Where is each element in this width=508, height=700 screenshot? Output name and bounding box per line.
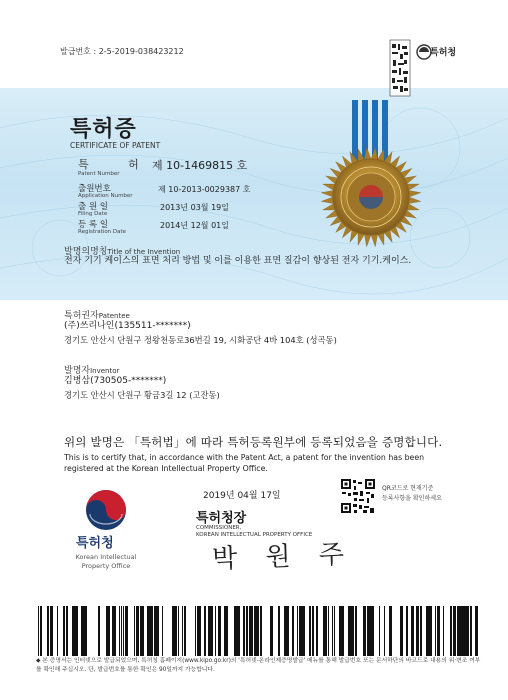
inventor-address: 경기도 안산시 단원구 황금3길 12 (고잔동) xyxy=(64,390,220,400)
certificate-title: 특허증 xyxy=(70,117,137,142)
patentee-address: 경기도 안산시 단원구 정왕천동로36번길 19, 시화공단 4바 104호 (성곡동) xyxy=(64,335,337,345)
footer-notice: ◆ 본 증명서는 인터넷으로 발급되었으며, 특허청 홈페이지(www.kipo.go.kr)의 '특허넷-온라인제증명발급' 메뉴를 통해 발급번호 또는 문서하단의 바코드로 내용의 위·변조 여부를 확인해 주십시오. 단, 발급번호를 통한 확인은 90일까지 가능합니다. xyxy=(36,658,481,673)
document-barcode xyxy=(36,606,482,656)
office-title: 특허청장 xyxy=(196,511,247,526)
kipo-english-name xyxy=(66,553,146,571)
commissioner-signature: 박 원 주 xyxy=(211,539,355,575)
qr-note-line1: QR코드로 현재기준 xyxy=(382,485,434,492)
kipo-english-line1: Korean Intellectual xyxy=(75,553,137,561)
office-english-line1: COMMISSIONER, xyxy=(196,525,242,531)
invention-title: 전자 기기 케이스의 표면 처리 방법 및 이를 이용한 표면 질감이 향상된 전자 기기.케이스. xyxy=(64,256,412,266)
issue-date: 2019년 04월 17일 xyxy=(203,491,281,501)
patent-label-en: Patent Number xyxy=(78,171,120,177)
inventor-label: 발명자 xyxy=(64,366,91,376)
statement-english: This is to certify that, in accordance with the Patent Act, a patent for the invention has been registered at the Korean Intellectual Property Office. xyxy=(64,453,425,473)
filing-date: 2013년 03월 19일 xyxy=(160,203,229,212)
issue-number: 발급번호 : 2-5-2019-038423212 xyxy=(60,47,184,56)
patentee-label-en: Patentee xyxy=(98,312,130,320)
patentee-name: (주)쓰리나인(135511-*******) xyxy=(64,321,191,331)
registration-label-en: Registration Date xyxy=(78,229,127,235)
certificate-subtitle: CERTIFICATE OF PATENT xyxy=(70,141,161,150)
inventor-label-en: Inventor xyxy=(90,367,120,375)
application-label: 출원번호 xyxy=(78,184,111,194)
qr-note-line2: 등록사항을 확인하세요 xyxy=(382,495,442,502)
patent-number: 제 10-1469815 호 xyxy=(152,159,248,172)
invention-label-en: Title of the Invention xyxy=(107,248,181,256)
patentee-label: 특허권자 xyxy=(64,311,99,321)
kipo-english-line2: Property Office xyxy=(81,562,131,570)
kipo-logo-icon xyxy=(84,488,128,532)
filing-label-en: Filing Date xyxy=(78,211,108,217)
registration-date: 2014년 12월 01일 xyxy=(160,221,229,230)
invention-label: 발명의명칭 xyxy=(64,247,108,257)
application-number: 제 10-2013-0029387 호 xyxy=(158,185,251,194)
inventor-name: 김병삼(730505-*******) xyxy=(64,376,167,386)
corner-badge-label: 특허청 xyxy=(430,48,457,58)
application-label-en: Application Number xyxy=(78,193,133,199)
gold-seal xyxy=(318,144,424,250)
kipo-name: 특허청 xyxy=(76,536,114,551)
patent-label: 특 허 xyxy=(78,158,157,171)
office-english-line2: KOREAN INTELLECTUAL PROPERTY OFFICE xyxy=(196,532,313,538)
registration-label: 등 록 일 xyxy=(78,220,109,230)
statement-korean: 위의 발명은 「특허법」에 따라 특허등록원부에 등록되었음을 증명합니다. xyxy=(64,435,443,449)
qr-note xyxy=(382,484,442,504)
qr-code[interactable] xyxy=(340,478,376,514)
filing-label: 출 원 일 xyxy=(78,202,109,212)
